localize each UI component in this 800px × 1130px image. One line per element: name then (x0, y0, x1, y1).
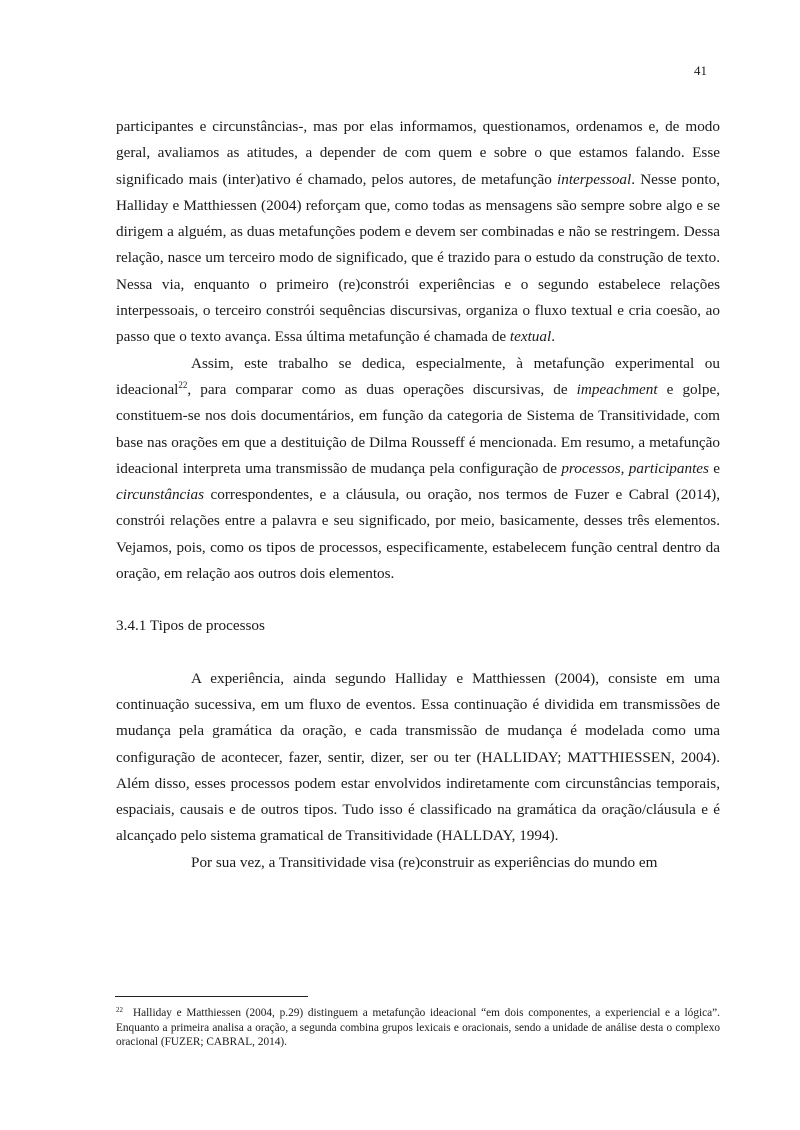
text-span: Assim, este trabalho se dedica, especialmente, à metafunção experimental ou ideacional (116, 354, 720, 398)
footnote-divider (115, 996, 308, 997)
text-span: . (551, 328, 555, 346)
paragraph-3: A experiência, ainda segundo Halliday e Matthiessen (2004), consiste em uma continuação sucessiva, em um fluxo de eventos. Essa continuação é dividida em transmissões de mudança pela gramática da oração, e cada transmissão de mudança é modelada como uma configuração de acontecer, fazer, sentir, dizer, ser ou ter (HALLIDAY; MATTHIESSEN, 2004). Além disso, esses processos podem estar envolvidos indiretamente com circunstâncias temporais, espaciais, causais e de outros tipos. Tudo isso é classificado na gramática da oração/cláusula e é alcançado pelo sistema gramatical de Transitividade (HALLDAY, 1994). (116, 669, 720, 845)
page-number: 41 (694, 63, 707, 78)
footnote (116, 1006, 720, 1050)
text-span: e (708, 459, 721, 477)
footnote-mark: 22 (116, 1006, 123, 1014)
italic-term: processos (561, 459, 621, 477)
italic-term: participantes (628, 459, 709, 477)
footnote-reference: 22 (178, 379, 188, 390)
paragraph-2 (116, 351, 720, 588)
section-heading: 3.4.1 Tipos de processos (116, 617, 265, 635)
body-text (116, 114, 720, 876)
italic-term: circunstâncias (116, 486, 205, 504)
text-span: . Nesse ponto, Halliday e Matthiessen (2004) reforçam que, como todas as mensagens são sempre sobre algo e se dirigem a alguém, as duas metafunções podem e devem ser combinadas e não se restringem. Dessa relação, nasce um terceiro modo de significado, que é trazido para o estudo da construção de texto. Nessa via, enquanto o primeiro (re)constrói experiências e o segundo estabelece relações interpessoais, o terceiro constrói sequências discursivas, organiza o fluxo textual e cria coesão, ao passo que o texto avança. Essa última metafunção é chamada de (116, 170, 720, 346)
italic-term: impeachment (576, 380, 658, 398)
footnote-text: Halliday e Matthiessen (2004, p.29) distinguem a metafunção ideacional “em dois componentes, a experiencial e a lógica”. Enquanto a primeira analisa a oração, a segunda combina grupos lexicais e oracionais, sendo a unidade de análise desta o complexo oracional (FUZER; CABRAL, 2014). (116, 1007, 720, 1049)
text-span: , (620, 459, 629, 477)
text-span: correspondentes, e a cláusula, ou oração, nos termos de Fuzer e Cabral (2014), constrói relações entre a palavra e seu significado, por meio, basicamente, desses três elementos. Vejamos, pois, como os tipos de processos, especificamente, estabelecem função central dentro da oração, em relação aos outros dois elementos. (116, 486, 720, 583)
italic-term: textual (509, 328, 552, 346)
spacer (116, 587, 720, 613)
paragraph-1 (116, 114, 720, 351)
italic-term: interpessoal (557, 170, 632, 188)
text-span: e golpe, constituem-se nos dois documentários, em função da categoria de Sistema de Transitividade, com base nas orações em que a destituição de Dilma Rousseff é mencionada. Em resumo, a metafunção ideacional interpreta uma transmissão de mudança pela configuração de (116, 380, 720, 477)
spacer (116, 640, 720, 666)
text-span: , para comparar como as duas operações discursivas, de (187, 380, 577, 398)
text-span: participantes e circunstâncias-, mas por elas informamos, questionamos, ordenamos e, de modo geral, avaliamos as atitudes, a depender de com quem e sobre o que estamos falando. Esse significado mais (inter)ativo é chamado, pelos autores, de metafunção (116, 118, 720, 188)
paragraph-4: Por sua vez, a Transitividade visa (re)construir as experiências do mundo em (191, 853, 658, 871)
